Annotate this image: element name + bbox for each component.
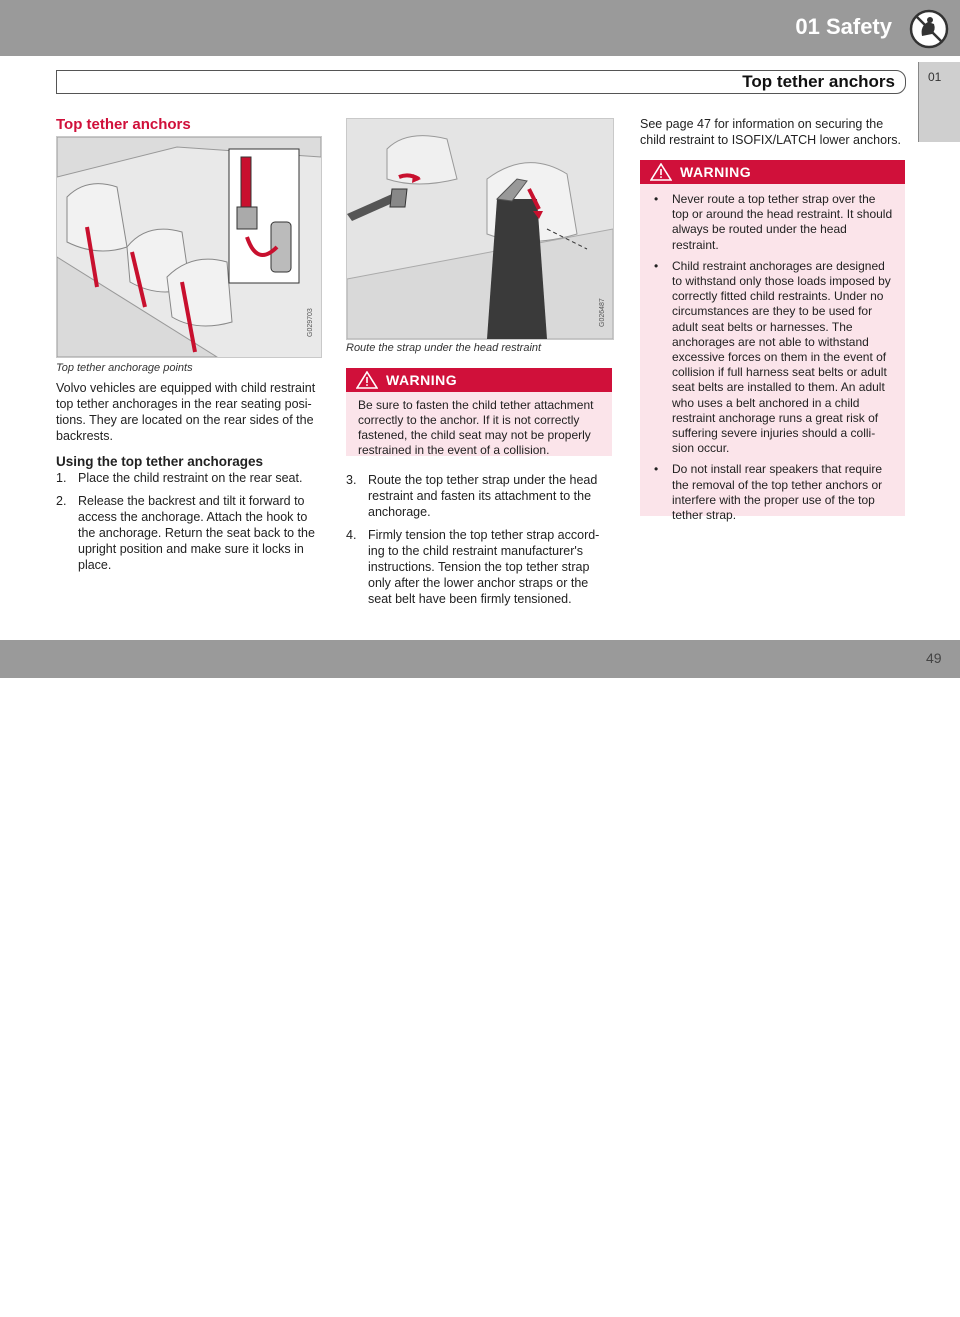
warning-box <box>346 368 612 456</box>
chapter-tab-label: 01 <box>928 70 942 84</box>
warning-header <box>346 368 612 392</box>
section-title: Top tether anchors <box>742 72 895 91</box>
list-item: 2. Release the backrest and tilt it forward to access the anchorage. Attach the hook to the anchorage. Return the seat back to the upright position and make sure it locks in place. <box>56 494 315 572</box>
warning-text: Be sure to fasten the child tether attachment correctly to the anchor. If it is not correctly fastened, the child seat may not be properly restrained in the event of a collision. <box>358 398 594 457</box>
header-bar <box>0 0 960 56</box>
figure-id: G026487 <box>599 298 606 327</box>
head-restraint-routing-illustration <box>346 118 614 340</box>
steps-list-left <box>56 470 322 580</box>
child-seat-prohibition-icon <box>908 8 950 50</box>
figure-id: G029703 <box>307 308 314 337</box>
list-item: 4. Firmly tension the top tether strap accord-ing to the child restraint manufacturer's instructions. Tension the top tether strap only after the lower anchor straps or the seat belt have been firmly tensioned. <box>346 528 600 606</box>
rear-seat-drawing <box>57 137 321 357</box>
watermark: carmanualsonline.info <box>500 1286 774 1316</box>
figure-caption: Top tether anchorage points <box>56 362 193 374</box>
warning-triangle-icon <box>650 163 672 181</box>
page-number: 49 <box>926 650 942 666</box>
warning-triangle-icon <box>356 371 378 389</box>
section-bar <box>56 70 906 94</box>
list-item: 1. Place the child restraint on the rear seat. <box>56 471 303 485</box>
warning-title: WARNING <box>680 164 752 180</box>
chapter-tab[interactable] <box>918 62 960 142</box>
isofix-reference: See page 47 for information on securing the child restraint to ISOFIX/LATCH lower anchors. <box>640 117 901 147</box>
strap-routing-drawing <box>347 119 613 339</box>
list-item: 3. Route the top tether strap under the head restraint and fasten its attachment to the anchorage. <box>346 473 598 519</box>
warning-bullets <box>640 184 905 539</box>
list-item: • Do not install rear speakers that require the removal of the top tether anchors or interfere with the proper use of the top tether strap. <box>654 462 883 523</box>
warning-title: WARNING <box>386 372 458 388</box>
tether-anchorage-illustration <box>56 136 322 358</box>
intro-paragraph: Volvo vehicles are equipped with child restraint top tether anchorages in the rear seating posi-tions. They are located on the rear sides of the backrests. <box>56 381 316 443</box>
warning-header <box>640 160 905 184</box>
subheading: Using the top tether anchorages <box>56 454 264 469</box>
figure-caption: Route the strap under the head restraint <box>346 342 542 354</box>
steps-list-middle <box>346 472 612 614</box>
warning-box <box>640 160 905 523</box>
page-heading: Top tether anchors <box>56 116 191 133</box>
footer-bar <box>0 640 960 1316</box>
list-item: • Child restraint anchorages are designed to withstand only those loads imposed by correctly fitted child restraints. Under no circumstances are they to be used for adult seat belts or harnesses. The anchorages are not able to withstand excessive forces on them in the event of collision if full harness seat belts or adult seat belts are installed to them. An adult who uses a belt anchored in a child restraint anchorage runs a great risk of suffering severe injuries should a colli-sion occur. <box>654 258 891 456</box>
list-item: • Never route a top tether strap over the top or around the head restraint. It should always be routed under the head restraint. <box>654 192 893 252</box>
chapter-title: 01 Safety <box>795 14 892 39</box>
